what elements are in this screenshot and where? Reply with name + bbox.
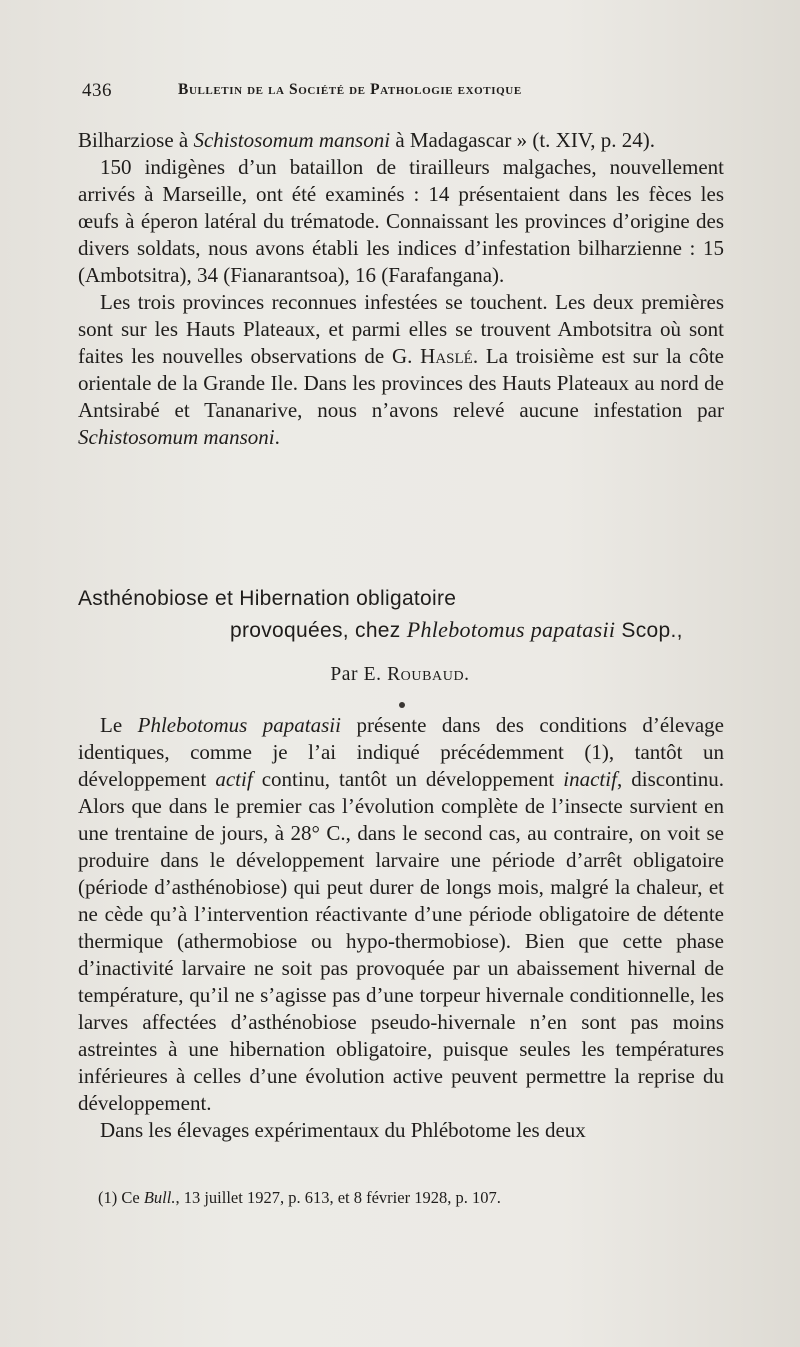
ornament-dot <box>399 702 405 708</box>
emphasis: actif <box>215 767 253 791</box>
article-body <box>78 712 724 1144</box>
title-line-1: Asthénobiose et Hibernation obligatoire <box>78 587 457 610</box>
text-run: , discontinu. Alors que dans le premier cas l’évolution complète de l’insecte survient en une trentaine de jours, à 28° C., dans le second cas, au contraire, on voit se produire dans le développement larvaire une période d’arrêt obligatoire (période d’asthénobiose) qui peut durer de longs mois, malgré la chaleur, et ne cède qu’à l’intervention réactivante d’une période obligatoire de détente thermique (athermobiose ou hypo-thermobiose). Bien que cette phase d’inactivité larvaire ne soit pas provoquée par un abaissement hivernal de température, qu’il ne s’agisse pas d’une torpeur hivernale conditionnelle, les larves affectées d’asthénobiose pseudo-hivernale n’en sont pas moins astreintes à une hibernation obligatoire, puisque seules les températures inférieures à celles d’une évolution active peuvent permettre la reprise du développement. <box>78 767 724 1115</box>
text-run: Le <box>100 713 138 737</box>
author-name: Roubaud <box>387 664 465 685</box>
text-run: présente dans des conditions d’élevage identiques, comme je l’ai indiqué précédemment (1), tantôt un développement <box>78 713 724 791</box>
text-run: . <box>274 425 280 449</box>
running-header <box>82 80 722 108</box>
page-number: 436 <box>82 80 112 101</box>
text-run: Bilharziose à <box>78 128 194 152</box>
previous-article-continuation <box>78 127 724 451</box>
text-run: (1) Ce <box>98 1188 144 1207</box>
article-author <box>0 664 800 686</box>
text-run: Par E. <box>330 664 388 685</box>
emphasis: inactif <box>563 767 617 791</box>
title-line-2 <box>78 614 728 646</box>
footnote <box>98 1187 718 1209</box>
text-run: à Madagascar » (t. XIV, p. 24). <box>390 128 656 152</box>
journal-abbrev: Bull. <box>143 1188 176 1207</box>
paragraph <box>78 127 724 154</box>
paragraph: Dans les élevages expérimentaux du Phlébotome les deux <box>100 1118 586 1142</box>
running-title: Bulletin de la Société de Pathologie exotique <box>178 81 522 98</box>
article-title <box>78 583 728 646</box>
paragraph <box>78 289 724 451</box>
text-run: . <box>464 664 470 685</box>
paragraph: 150 indigènes d’un bataillon de tirailleurs malgaches, nouvellement arrivés à Marseille, ont été examinés : 14 présentaient dans les fèces les œufs à éperon latéral du trématode. Connaissant les provinces d’origine des divers soldats, nous avons établi les indices d’infestation bilharzienne : 15 (Ambotsitra), 34 (Fianarantsoa), 16 (Farafangana). <box>78 155 724 287</box>
species-name: Schistosomum mansoni <box>193 128 391 152</box>
text-run: Les trois provinces reconnues infestées se touchent. Les deux premières sont sur les Hauts Plateaux, et parmi elles se trouvent Ambotsitra où sont faites les nouvelles observations de G. <box>78 290 724 368</box>
paragraph <box>78 712 724 1117</box>
species-name: Phlebotomus papatasii <box>137 713 341 737</box>
text-run: provoquées, chez <box>230 619 407 642</box>
species-name: Phlebotomus papatasii <box>406 617 616 642</box>
text-run: continu, tantôt un développement <box>252 767 564 791</box>
author-name: Haslé <box>420 344 473 368</box>
text-run: . La troisième est sur la côte orientale de la Grande Ile. Dans les provinces des Hauts Plateaux au nord de Antsirabé et Tananarive, nous n’avons relevé aucune infestation par <box>78 344 725 422</box>
text-run: Scop., <box>615 619 683 642</box>
text-run: , 13 juillet 1927, p. 613, et 8 février 1928, p. 107. <box>175 1188 501 1207</box>
species-name: Schistosomum mansoni <box>78 425 275 449</box>
